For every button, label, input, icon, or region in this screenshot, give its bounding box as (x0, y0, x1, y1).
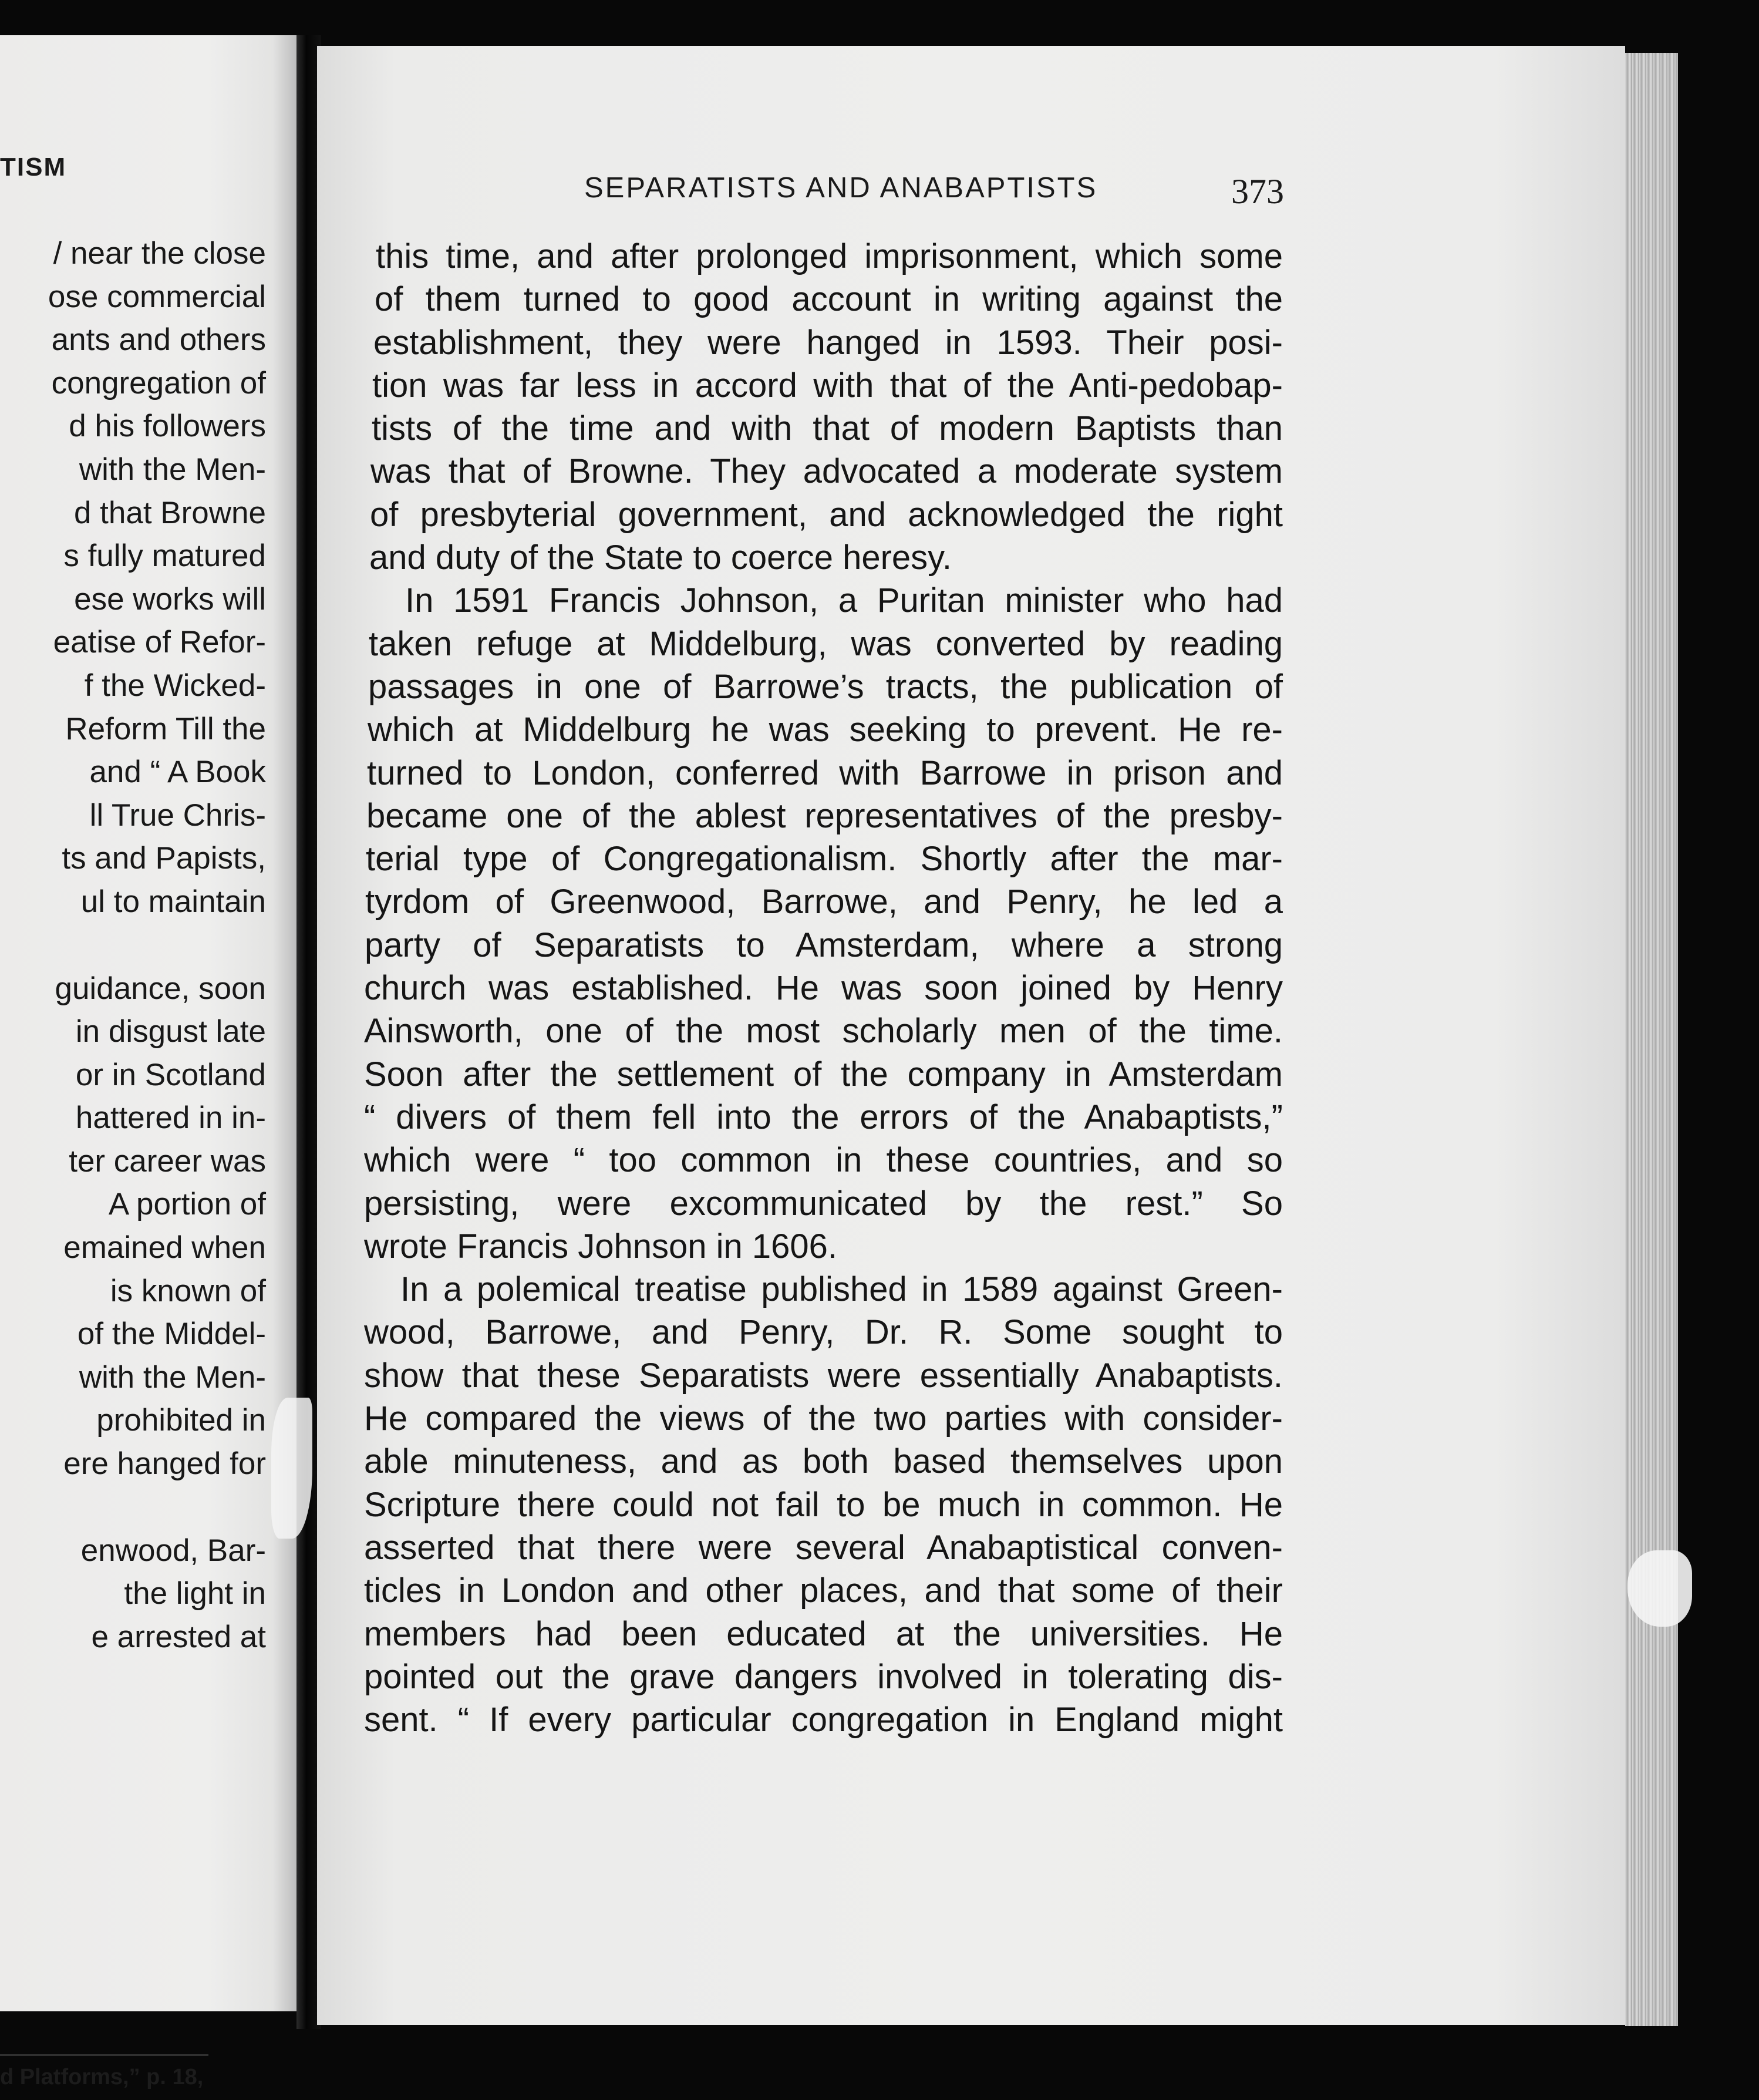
text-line: taken refuge at Middelburg, was converted by reading (369, 624, 1283, 663)
text-line: pointed out the grave dangers involved in tolerating dis- (364, 1657, 1283, 1696)
paragraph-gap (48, 924, 266, 967)
text-line: church was established. He was soon joined by Henry (364, 969, 1283, 1008)
running-head: SEPARATISTS AND ANABAPTISTS (584, 172, 1098, 204)
text-line: wood, Barrowe, and Penry, Dr. R. Some sought to (364, 1313, 1283, 1352)
text-line: f the Wicked- (84, 668, 266, 703)
text-line: show that these Separatists were essentially Anabaptists. (364, 1356, 1283, 1395)
text-line: ll True Chris- (89, 797, 266, 833)
text-line: is known of (110, 1273, 266, 1308)
text-line: persisting, were excommunicated by the rest.” So (364, 1184, 1283, 1223)
text-line: Scripture there could not fail to be much in common. He (364, 1485, 1283, 1524)
text-line: Reform Till the (65, 711, 266, 746)
text-line: terial type of Congregationalism. Shortly after the mar- (366, 840, 1283, 879)
text-line: ts and Papists, (62, 841, 266, 876)
text-line: party of Separatists to Amsterdam, where a strong (365, 926, 1283, 964)
text-line: the light in (124, 1576, 266, 1611)
text-line: with the Men- (79, 452, 266, 487)
left-running-head: TISM (0, 153, 67, 181)
text-line: In a polemical treatise published in 1589 against Green- (400, 1270, 1283, 1309)
text-line: d his followers (69, 409, 266, 444)
text-line: sent. “ If every particular congregation in England might (364, 1701, 1283, 1739)
text-line: A portion of (108, 1187, 266, 1222)
paragraph-gap (48, 1486, 266, 1529)
text-line: prohibited in (96, 1403, 266, 1438)
text-line: of the Middel- (77, 1317, 266, 1352)
text-line: members had been educated at the universities. He (364, 1614, 1283, 1653)
text-line: Soon after the settlement of the company in Amsterdam (364, 1055, 1283, 1093)
text-line: emained when (63, 1230, 266, 1266)
page-edges (1625, 53, 1678, 2026)
text-line: ul to maintain (80, 884, 266, 919)
text-line: was that of Browne. They advocated a moderate system (370, 452, 1283, 491)
text-line: and “ A Book (89, 755, 266, 790)
page-number: 373 (1231, 172, 1284, 211)
text-line: able minuteness, and as both based themselves upon (364, 1442, 1283, 1481)
text-line: in disgust late (75, 1014, 266, 1049)
text-line: e arrested at (91, 1619, 266, 1654)
text-line: He compared the views of the two parties with consider- (364, 1399, 1283, 1438)
text-line: ere hanged for (63, 1446, 266, 1482)
text-line: turned to London, conferred with Barrowe in prison and (367, 753, 1283, 792)
left-page-text (48, 232, 266, 1658)
text-line: of presbyterial government, and acknowledged the right (370, 495, 1283, 534)
text-line: or in Scotland (75, 1057, 266, 1092)
text-line: passages in one of Barrowe’s tracts, the publication of (368, 667, 1283, 706)
text-line: ese works will (74, 581, 266, 617)
text-line: and duty of the State to coerce heresy. (369, 539, 952, 577)
text-line: tion was far less in accord with that of the Anti-pedobap- (372, 366, 1283, 405)
text-line: ants and others (51, 322, 266, 358)
text-line: enwood, Bar- (80, 1533, 266, 1568)
footnote-rule (0, 2054, 208, 2056)
text-line: which were “ too common in these countries, and so (364, 1141, 1283, 1180)
text-line: ose commercial (48, 279, 266, 314)
text-line: eatise of Refor- (53, 625, 266, 660)
text-line: ter career was (69, 1143, 266, 1179)
text-line: “ divers of them fell into the errors of the Anabaptists,” (364, 1098, 1283, 1136)
text-line: ticles in London and other places, and that some of their (364, 1571, 1283, 1610)
text-line: of them turned to good account in writing against the (375, 280, 1283, 319)
text-line: d that Browne (73, 495, 266, 530)
page-body-text (364, 235, 1283, 1741)
left-footnote: d Platforms,” p. 18, (0, 2065, 204, 2089)
text-line: hattered in in- (75, 1101, 266, 1136)
text-line: s fully matured (63, 539, 266, 574)
text-line: this time, and after prolonged imprisonment, which some (376, 237, 1283, 275)
page-tear-mark (1627, 1550, 1692, 1627)
text-line: Ainsworth, one of the most scholarly men of the time. (364, 1012, 1283, 1051)
text-line: asserted that there were several Anabaptistical conven- (364, 1528, 1283, 1567)
text-line: which at Middelburg he was seeking to prevent. He re- (368, 711, 1283, 749)
text-line: became one of the ablest representatives of the presby- (366, 796, 1283, 835)
text-line: with the Men- (79, 1359, 266, 1395)
text-line: congregation of (51, 365, 266, 401)
text-line: tyrdom of Greenwood, Barrowe, and Penry, he led a (365, 883, 1283, 921)
text-line: In 1591 Francis Johnson, a Puritan minister who had (405, 581, 1283, 620)
text-line: tists of the time and with that of modern Baptists than (372, 409, 1283, 448)
left-page (0, 35, 296, 2089)
text-line: / near the close (53, 236, 266, 271)
text-line: establishment, they were hanged in 1593. Their posi- (373, 323, 1283, 362)
text-line: wrote Francis Johnson in 1606. (364, 1227, 837, 1266)
page-tear-mark (271, 1398, 312, 1539)
text-line: guidance, soon (55, 971, 266, 1006)
